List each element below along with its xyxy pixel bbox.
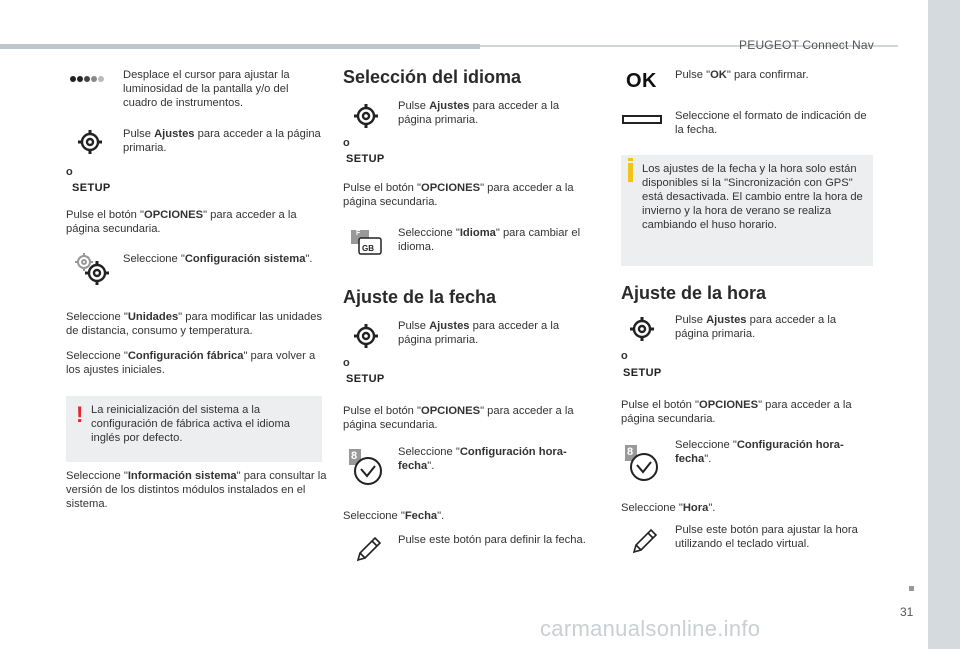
or-label: o [343,357,350,369]
brightness-text: Desplace el cursor para ajustar la luminosidad de la pantalla y/o del cuadro de instrumentos. [123,69,290,109]
date-format-text: Seleccione el formato de indicación de la fecha. [675,110,867,136]
page-number: 31 [900,605,914,619]
warning-icon: ! [76,402,84,427]
setup-label: SETUP [346,373,385,385]
setup-label: SETUP [623,367,662,379]
gear-icon [628,315,656,343]
info-text: Los ajustes de la fecha y la hora solo están disponibles si la "Sincronización con GPS" está desactivada. El cambio entre la hora de invierno y la hora de verano se realiza cambiando el huso horario. [642,163,863,231]
gear-icon [352,102,380,130]
date-format-field-icon [622,115,662,124]
gear-icon [352,322,380,350]
page-dot [909,586,914,591]
or-label: o [343,137,350,149]
or-label: o [621,350,628,362]
pencil-icon [354,534,384,564]
ok-text: Pulse "OK" para confirmar. [675,69,809,81]
time-title: Ajuste de la hora [621,283,767,303]
side-bar [928,0,960,649]
or-label: o [66,166,73,178]
info-icon-dot [628,158,633,161]
clock-digit: 8 [351,450,358,462]
fecha-text: Seleccione "Fecha". [343,510,445,522]
options-text: Pulse el botón "OPCIONES" para acceder a la página secundaria. [66,209,297,235]
warning-text: La reinicialización del sistema a la configuración de fábrica activa el idioma inglés por defecto. [91,404,290,444]
config-gears-icon [72,251,112,287]
watermark: carmanualsonline.info [540,616,761,641]
units-text: Seleccione "Unidades" para modificar las unidades de distancia, consumo y temperatura. [66,311,323,337]
brightness-dots-icon [68,74,108,84]
sysinfo-text: Seleccione "Información sistema" para consultar la versión de los distintos módulos instalados en el sistema. [66,470,327,510]
flag-f-label: F [356,230,361,237]
options-text: Pulse el botón "OPCIONES" para acceder a la página secundaria. [621,399,852,425]
hora-text: Seleccione "Hora". [621,502,716,514]
clock-digit: 8 [627,446,634,458]
date-title: Ajuste de la fecha [343,287,497,307]
language-flag-icon [349,228,385,258]
setup-label: SETUP [346,153,385,165]
pencil-icon [630,526,660,556]
flag-gb-label: GB [362,244,374,253]
language-text: Seleccione "Idioma" para cambiar el idioma. [398,227,581,253]
top-rule [0,44,480,49]
options-text: Pulse el botón "OPCIONES" para acceder a la página secundaria. [343,182,574,208]
press-settings-text: Pulse Ajustes para acceder a la página primaria. [675,314,837,340]
set-time-text: Pulse este botón para ajustar la hora utilizando el teclado virtual. [675,524,858,550]
sys-config-text: Seleccione "Configuración sistema". [123,253,313,265]
define-date-text: Pulse este botón para definir la fecha. [398,534,586,546]
options-text: Pulse el botón "OPCIONES" para acceder a la página secundaria. [343,405,574,431]
datetime-config-text: Seleccione "Configuración hora-fecha". [675,439,844,465]
press-settings-text: Pulse Ajustes para acceder a la página primaria. [398,320,560,346]
datetime-config-text: Seleccione "Configuración hora-fecha". [398,446,567,472]
language-title: Selección del idioma [343,67,522,87]
ok-icon: OK [626,70,657,92]
factory-text: Seleccione "Configuración fábrica" para volver a los ajustes iniciales. [66,350,316,376]
info-icon [628,163,633,182]
press-settings-text: Pulse Ajustes para acceder a la página primaria. [123,128,321,154]
header-title: PEUGEOT Connect Nav [739,38,874,52]
press-settings-text: Pulse Ajustes para acceder a la página primaria. [398,100,560,126]
setup-label: SETUP [72,182,111,194]
gear-icon [76,128,104,156]
